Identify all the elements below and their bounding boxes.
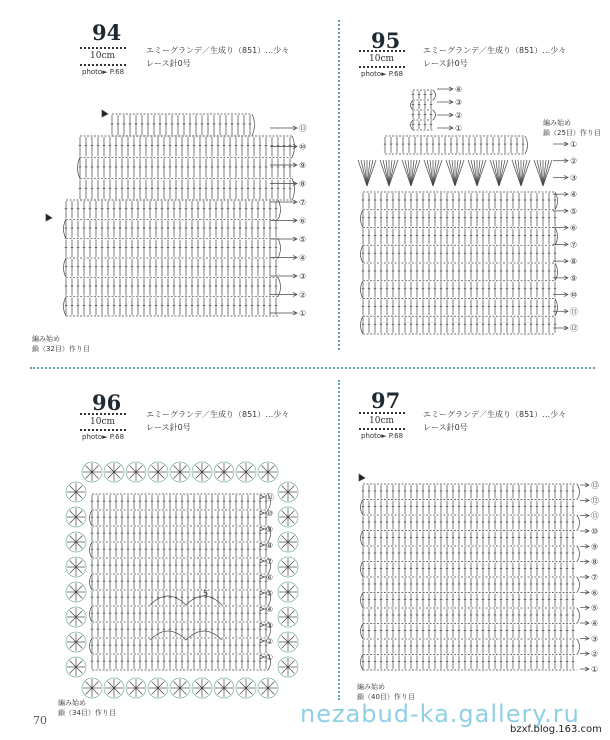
pattern-number: 96 bbox=[92, 390, 122, 415]
svg-text:⑩: ⑩ bbox=[266, 509, 274, 518]
svg-text:⑬: ⑬ bbox=[591, 481, 599, 490]
svg-text:⑫: ⑫ bbox=[591, 496, 599, 506]
hook: レース針0号 bbox=[146, 423, 191, 432]
svg-text:⑪: ⑪ bbox=[591, 511, 599, 521]
chain-count: 鎖（40目）作り目 bbox=[357, 693, 415, 701]
svg-text:⑫: ⑫ bbox=[570, 324, 578, 333]
svg-text:⑤: ⑤ bbox=[266, 589, 274, 598]
pattern-97 bbox=[305, 370, 610, 740]
svg-text:④: ④ bbox=[591, 619, 599, 628]
svg-text:①: ① bbox=[591, 665, 599, 674]
svg-text:③: ③ bbox=[299, 272, 307, 281]
pattern-number: 97 bbox=[371, 388, 401, 413]
svg-text:④: ④ bbox=[299, 253, 307, 263]
start-note bbox=[357, 682, 415, 702]
center-value: 5 bbox=[203, 589, 209, 598]
photo-reference: photo► P.68 bbox=[82, 433, 125, 441]
svg-text:⑤: ⑤ bbox=[591, 603, 599, 613]
gauge-label: 10cm bbox=[369, 416, 395, 426]
svg-text:⑦: ⑦ bbox=[591, 573, 599, 582]
pattern-number: 95 bbox=[371, 28, 401, 53]
gauge-label: 10cm bbox=[90, 417, 116, 427]
svg-text:⑦: ⑦ bbox=[266, 557, 274, 566]
chart-94 bbox=[0, 0, 305, 340]
svg-text:⑪: ⑪ bbox=[299, 124, 307, 133]
blog-url: bzxf.blog.163.com bbox=[510, 724, 602, 735]
start-note bbox=[32, 334, 90, 354]
svg-text:⑤: ⑤ bbox=[299, 235, 307, 244]
start-label: 編み始め bbox=[543, 119, 571, 127]
svg-text:③: ③ bbox=[570, 173, 578, 183]
photo-reference: photo► P.68 bbox=[82, 68, 125, 76]
svg-text:⑥: ⑥ bbox=[591, 588, 599, 598]
svg-text:⑨: ⑨ bbox=[299, 161, 307, 170]
svg-text:②: ② bbox=[591, 649, 599, 659]
svg-text:⑥: ⑥ bbox=[299, 216, 307, 226]
watermark: nezabud-ka.gallery.ru bbox=[300, 700, 580, 728]
chart-97 bbox=[305, 370, 610, 710]
svg-text:⑩: ⑩ bbox=[591, 527, 599, 536]
yarn: エミーグランデ／生成り（851）…少々 bbox=[146, 46, 290, 55]
svg-text:④: ④ bbox=[570, 190, 578, 200]
hook: レース針0号 bbox=[423, 59, 468, 68]
pattern-94 bbox=[0, 0, 305, 370]
svg-text:②: ② bbox=[299, 290, 307, 300]
photo-reference: photo► P.68 bbox=[361, 432, 404, 440]
gauge-label: 10cm bbox=[369, 54, 395, 64]
photo-reference: photo► P.68 bbox=[361, 70, 404, 78]
svg-text:⑧: ⑧ bbox=[570, 257, 578, 267]
svg-text:⑩: ⑩ bbox=[299, 142, 307, 152]
start-label: 編み始め bbox=[357, 683, 385, 691]
svg-text:⑨: ⑨ bbox=[266, 525, 274, 534]
pattern-95 bbox=[305, 0, 610, 370]
yarn: エミーグランデ／生成り（851）…少々 bbox=[423, 46, 567, 55]
chart-96 bbox=[0, 370, 305, 710]
hook: レース針0号 bbox=[146, 59, 191, 68]
svg-text:④: ④ bbox=[455, 85, 463, 94]
chart-95 bbox=[305, 0, 610, 345]
svg-text:⑦: ⑦ bbox=[299, 198, 307, 207]
hook: レース針0号 bbox=[423, 423, 468, 432]
start-note bbox=[58, 698, 116, 718]
start-label: 編み始め bbox=[32, 335, 60, 343]
svg-text:⑨: ⑨ bbox=[591, 542, 599, 552]
svg-text:⑨: ⑨ bbox=[570, 273, 578, 283]
yarn: エミーグランデ／生成り（851）…少々 bbox=[146, 410, 290, 419]
chain-count: 鎖（32目）作り目 bbox=[32, 345, 90, 353]
svg-text:⑧: ⑧ bbox=[299, 179, 307, 189]
svg-text:⑪: ⑪ bbox=[570, 307, 578, 317]
svg-text:⑪: ⑪ bbox=[266, 493, 274, 502]
pattern-number: 94 bbox=[92, 20, 122, 45]
svg-text:⑥: ⑥ bbox=[266, 573, 274, 582]
yarn: エミーグランデ／生成り（851）…少々 bbox=[423, 410, 567, 419]
svg-text:①: ① bbox=[455, 124, 463, 133]
svg-text:①: ① bbox=[570, 140, 578, 149]
chain-count: 鎖（25目）作り目 bbox=[543, 129, 601, 137]
svg-text:①: ① bbox=[266, 653, 274, 662]
svg-text:③: ③ bbox=[266, 621, 274, 630]
svg-text:③: ③ bbox=[455, 98, 463, 107]
svg-text:⑤: ⑤ bbox=[570, 206, 578, 216]
pattern-96 bbox=[0, 370, 305, 740]
svg-text:⑩: ⑩ bbox=[570, 290, 578, 300]
svg-text:⑧: ⑧ bbox=[266, 541, 274, 550]
svg-text:②: ② bbox=[455, 111, 463, 120]
page-number: 70 bbox=[33, 714, 47, 727]
svg-text:④: ④ bbox=[266, 605, 274, 614]
svg-text:②: ② bbox=[266, 637, 274, 646]
svg-text:⑥: ⑥ bbox=[570, 223, 578, 233]
start-label: 編み始め bbox=[58, 699, 86, 707]
svg-text:⑦: ⑦ bbox=[570, 240, 578, 250]
svg-text:⑧: ⑧ bbox=[591, 557, 599, 567]
chain-count: 鎖（34目）作り目 bbox=[58, 709, 116, 717]
svg-text:①: ① bbox=[299, 309, 307, 318]
svg-text:③: ③ bbox=[591, 634, 599, 644]
gauge-label: 10cm bbox=[90, 51, 116, 61]
svg-text:②: ② bbox=[570, 156, 578, 166]
